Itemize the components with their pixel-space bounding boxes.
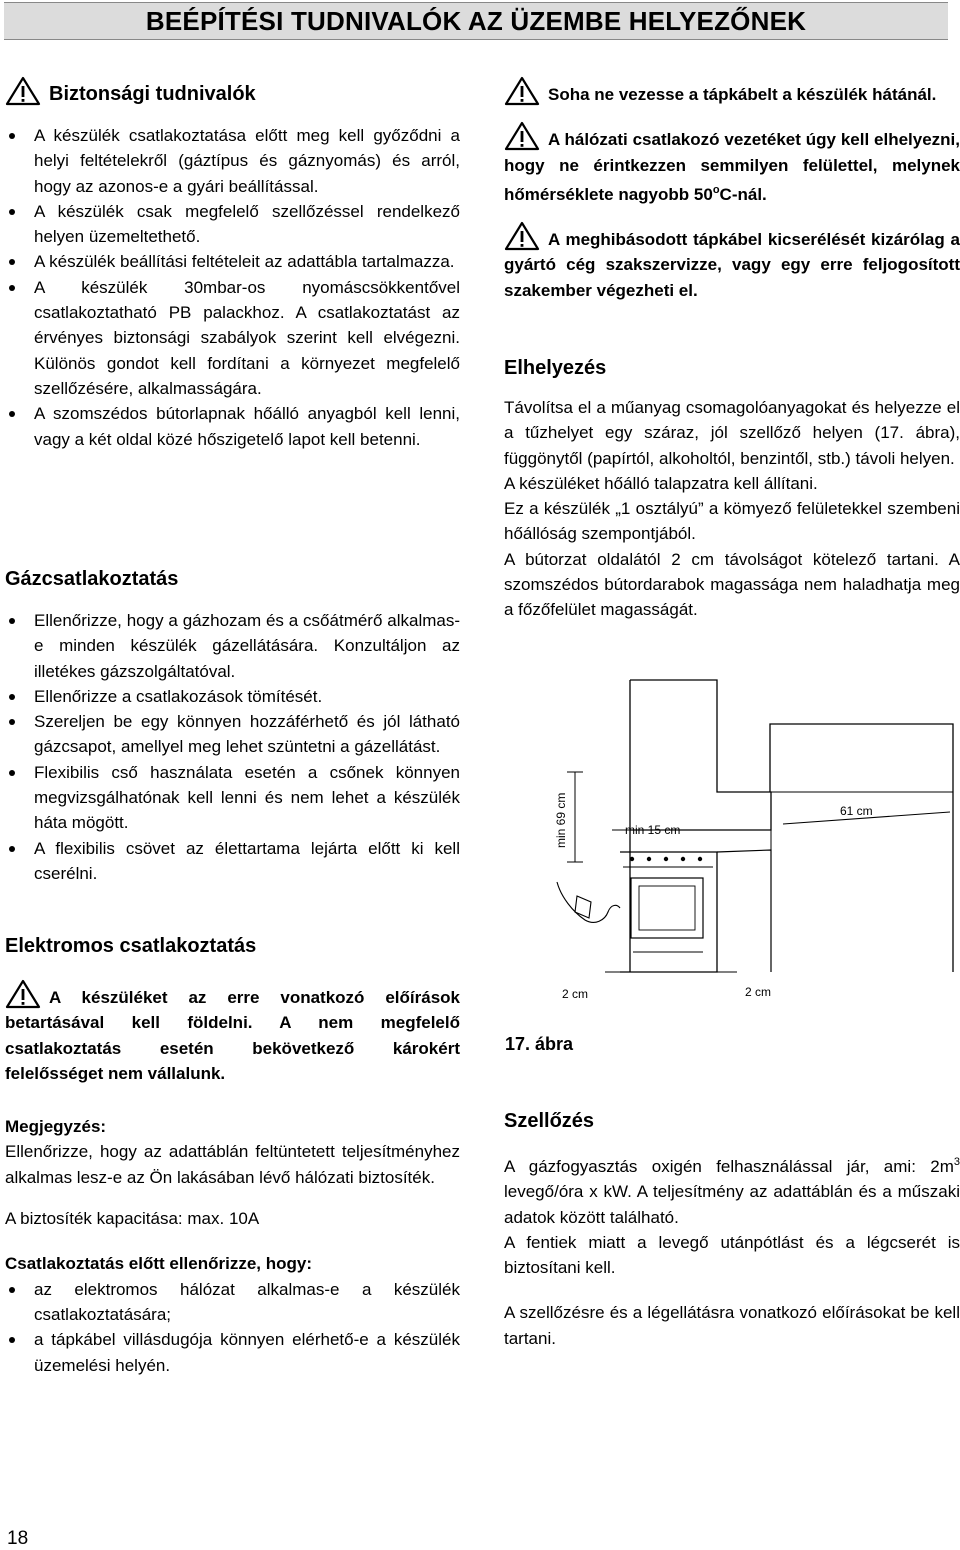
list-item: A flexibilis csövet az élettartama lejárta előtt ki kell cserélni.	[5, 836, 460, 887]
placement-para: A bútorzat oldalától 2 cm távolságot kötelező tartani. A szomszédos bútordarabok magassága nem haladhatja meg a főzőfelület magasságát.	[504, 549, 960, 620]
list-item: A készülék csak megfelelő szellőzéssel rendelkező helyen üzemeltethető.	[5, 199, 460, 250]
installation-figure	[505, 672, 960, 1012]
warning-icon	[504, 121, 540, 151]
min69-label: min 69 cm	[554, 792, 568, 848]
check-heading: Csatlakoztatás előtt ellenőrizze, hogy:	[5, 1254, 313, 1274]
adjacent-cabinet	[717, 850, 771, 972]
figure-caption: 17. ábra	[505, 1034, 574, 1054]
right-warnings	[504, 76, 960, 303]
gas-heading: Gázcsatlakoztatás	[5, 568, 179, 590]
warning-icon	[504, 76, 540, 106]
safety-heading: Biztonsági tudnivalók	[5, 76, 460, 107]
min15-label: min 15 cm	[625, 823, 681, 837]
fuse-text: A biztosíték kapacitása: max. 10A	[5, 1209, 260, 1229]
electric-section	[5, 933, 460, 1378]
safety-list	[5, 123, 460, 452]
list-item: Flexibilis cső használata esetén a csőnek könnyen megvizsgálhatónak kell lenni és nem lehet a készülék háta mögött.	[5, 760, 460, 836]
list-item: A készülék beállítási feltételeit az adattábla tartalmazza.	[5, 249, 460, 274]
ventilation-para: A gázfogyasztás oxigén felhasználással jár, ami: $2m^3$ levegő/óra x kW. A teljesítmény az adattáblán és a műszaki adatok között található.	[504, 1156, 960, 1227]
note-text: Ellenőrizze, hogy az adattáblán feltüntetett teljesítményhez alkalmas lesz-e az Ön lakásában lévő hálózati biztosíték.	[5, 1142, 460, 1187]
placement-para: A készüléket hőálló talapzatra kell állítani.	[504, 473, 818, 493]
ventilation-para: A szellőzésre és a légellátásra vonatkozó előírásokat be kell tartani.	[504, 1303, 960, 1348]
list-item: Ellenőrizze, hogy a gázhozam és a csőátmérő alkalmas-e minden készülék gázellátására. Konzultáljon az illetékes gázszolgáltatóval.	[5, 608, 460, 684]
gas-section	[5, 566, 460, 886]
electric-heading: Elektromos csatlakoztatás	[5, 935, 257, 957]
note-label: Megjegyzés:	[5, 1117, 107, 1137]
page-number: 18	[7, 1528, 29, 1549]
placement-section	[504, 355, 960, 623]
2cm-left-label: 2 cm	[562, 987, 589, 1001]
warning-cable-back: Soha ne vezesse a tápkábelt a készülék hátánál.	[504, 76, 960, 107]
safety-section	[5, 76, 460, 452]
list-item: A készülék 30mbar-os nyomáscsökkentővel csatlakoztatható PB palackhoz. A csatlakoztatást az érvényes biztonsági szabályok szerint kell elvégezni. Különös gondot kell fordítani a környezet megfelelő szellőzésére, alkalmasságára.	[5, 275, 460, 401]
cooker	[620, 852, 717, 972]
warning-cable-replace: A meghibásodott tápkábel kicserélését kizárólag a gyártó cég szakszervizze, vagy egy erre feljogosított szakember végezheti el.	[504, 221, 960, 303]
warning-cable-position: A hálózati csatlakozó vezetéket úgy kell elhelyezni, hogy ne érintkezzen semmilyen felülettel, melynek hőmérséklete nagyobb 50$^o$C-nál.	[504, 121, 960, 207]
list-item: az elektromos hálózat alkalmas-e a készülék csatlakoztatására;	[5, 1277, 460, 1328]
check-list	[5, 1277, 460, 1378]
ventilation-section	[504, 1108, 960, 1351]
electric-warning: A készüléket az erre vonatkozó előírások betartásával kell földelni. A nem megfelelő csatlakoztatás esetén bekövetkező károkért felelősséget nem vállalunk.	[5, 979, 460, 1086]
ventilation-para: A fentiek miatt a levegő utánpótlást és a légcserét is biztosítani kell.	[504, 1232, 960, 1278]
list-item: A szomszédos bútorlapnak hőálló anyagból kell lenni, vagy a két oldal közé hőszigetelő lapot kell betenni.	[5, 401, 460, 452]
list-item: Szereljen be egy könnyen hozzáférhető és jól látható gázcsapot, amellyel meg lehet szüntetni a gázellátást.	[5, 709, 460, 760]
page-title: BEÉPÍTÉSI TUDNIVALÓK AZ ÜZEMBE HELYEZŐNEK	[145, 6, 807, 36]
list-item: a tápkábel villásdugója könnyen elérhető-e a készülék üzemelési helyén.	[5, 1327, 460, 1378]
ventilation-heading: Szellőzés	[504, 1110, 595, 1132]
placement-para: Távolítsa el a műanyag csomagolóanyagokat és helyezze el a tűzhelyet egy száraz, jól szellőző helyen (17. ábra), függönytől (papírtól, alkoholtól, benzintől, stb.) távoli helyen.	[504, 398, 960, 468]
warning-icon	[5, 979, 41, 1009]
installation-diagram	[505, 672, 960, 1012]
gas-list	[5, 608, 460, 886]
wall-cabinet	[630, 680, 771, 830]
title-bar	[4, 2, 948, 40]
placement-para: Ez a készülék „1 osztályú” a kömyező felületekkel szembeni hőállóság szempontjából.	[504, 499, 960, 544]
61cm-label: 61 cm	[840, 804, 873, 818]
warning-icon	[504, 221, 540, 251]
power-cable	[557, 882, 620, 922]
2cm-right-label: 2 cm	[745, 985, 772, 999]
list-item: Ellenőrizze a csatlakozások tömítését.	[5, 684, 460, 709]
right-cabinet	[770, 724, 953, 972]
placement-heading: Elhelyezés	[504, 357, 607, 379]
warning-icon	[5, 76, 41, 106]
list-item: A készülék csatlakoztatása előtt meg kell győződni a helyi feltételekről (gáztípus és gáznyomás) és arról, hogy az azonos-e a gyári beállítással.	[5, 123, 460, 199]
